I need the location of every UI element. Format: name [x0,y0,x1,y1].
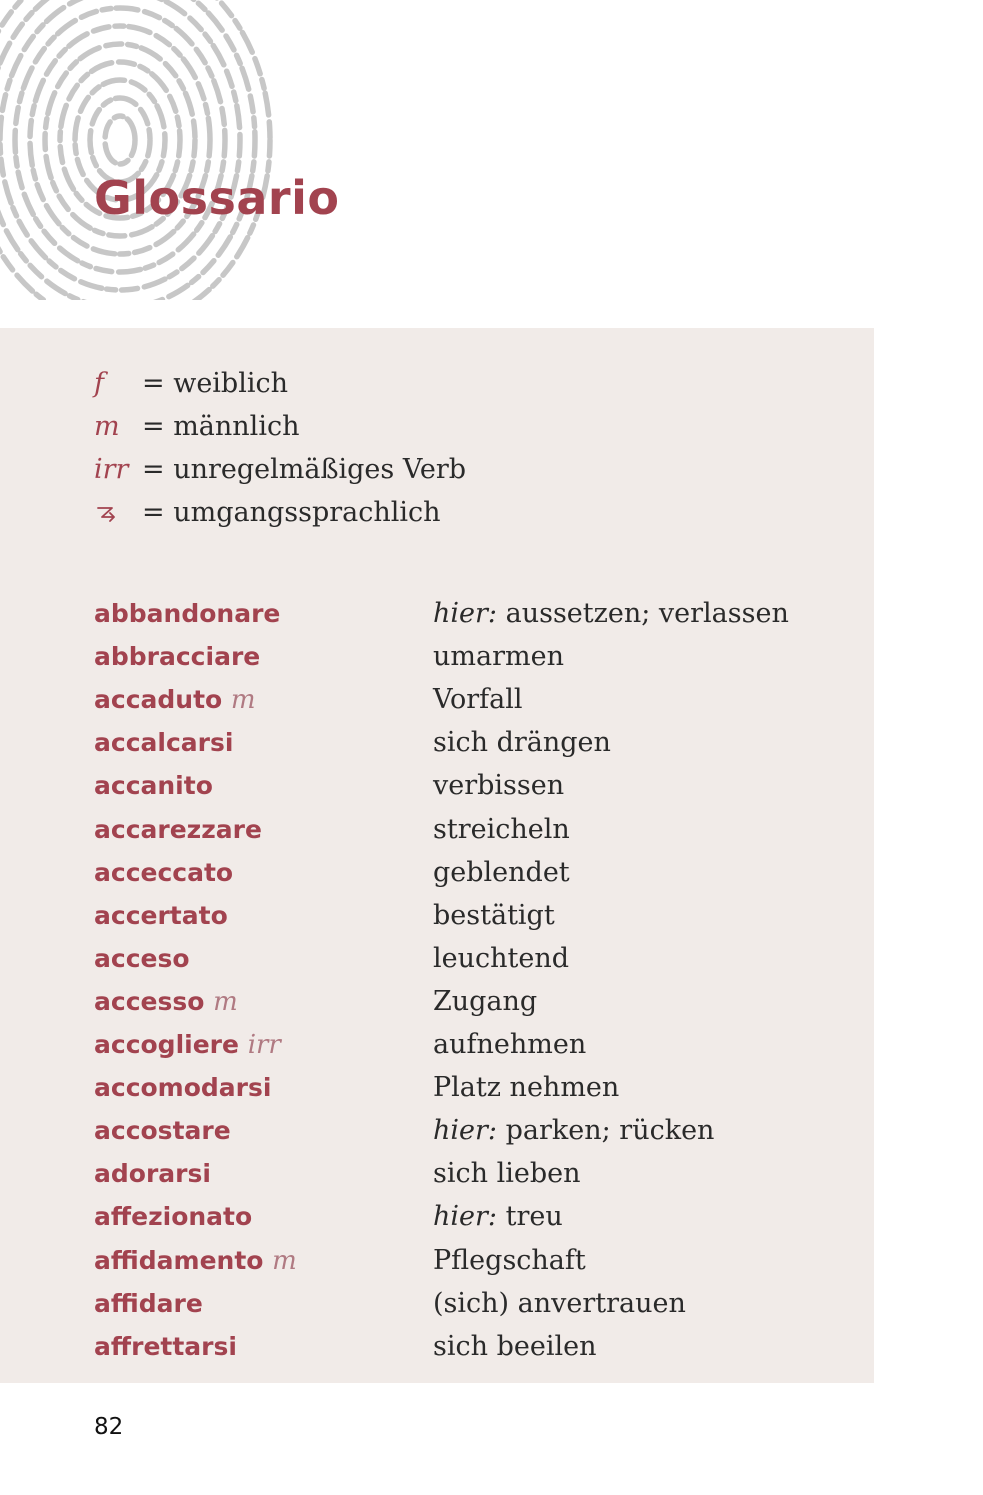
legend-meaning: = umgangssprachlich [142,497,441,528]
entry-word: accomodarsi [94,1073,272,1103]
entry-word: abbandonare [94,599,281,628]
entry-word: accesso [94,986,205,1016]
entry-word: abbracciare [94,642,261,672]
entry-definition [433,851,570,894]
entry-term [94,1109,231,1152]
entry-hint: hier: [433,1201,498,1233]
entry-definition-text: bestätigt [433,899,555,931]
legend-meaning: = weiblich [142,368,288,399]
legend-symbol: irr [94,454,129,485]
entry-definition [433,721,611,764]
glossary-entry [94,635,854,678]
entry-definition [433,1066,619,1109]
glossary-entry [94,721,854,764]
entry-term [94,635,260,678]
entry-word: accanito [94,771,213,801]
entry-definition [433,937,569,980]
glossary-entry [94,1023,854,1066]
glossary-entry [94,1066,854,1109]
page-number: 82 [94,1414,124,1440]
entry-word: adorarsi [94,1159,211,1189]
entry-term [94,1325,237,1368]
entry-definition-text: (sich) anvertrauen [433,1287,686,1319]
entry-definition [433,980,537,1023]
entry-definition-text: geblendet [433,856,570,888]
entry-definition [433,592,789,635]
entry-definition-text: Zugang [433,985,538,1017]
entry-term [94,592,280,635]
entry-term [94,1023,281,1067]
lightning-bolt-icon [94,491,142,534]
entry-definition [433,1239,586,1282]
glossary-entry [94,1325,854,1368]
entry-definition-text: umarmen [433,641,564,673]
entry-term [94,851,233,894]
entry-definition-text: verbissen [433,770,565,802]
entry-word: accalcarsi [94,728,234,758]
fingerprint-decoration [0,0,300,300]
entry-definition-text: parken; rücken [497,1115,715,1147]
entry-definition-text: sich lieben [433,1158,581,1190]
entry-term [94,937,190,980]
entry-word: affezionato [94,1202,253,1232]
glossary-entry [94,937,854,980]
entry-definition [433,1152,581,1195]
entry-definition [433,1195,563,1238]
entry-definition [433,635,564,678]
entry-term [94,1195,252,1238]
glossary-entry [94,851,854,894]
glossary-entry [94,808,854,851]
entry-term [94,894,228,937]
legend-item [94,405,299,448]
entry-definition [433,678,523,721]
legend-symbol: f [94,368,104,399]
legend-meaning: = unregelmäßiges Verb [142,454,467,485]
entry-gender: irr [247,1030,281,1060]
glossary-entry [94,592,854,635]
glossary-entry [94,764,854,807]
entry-word: affidare [94,1288,203,1318]
entry-definition [433,1282,686,1325]
entry-word: accaduto [94,685,223,715]
entry-term [94,1152,211,1195]
glossary-entry [94,1195,854,1238]
entry-gender: m [272,1245,297,1276]
entry-term [94,808,262,851]
entry-definition [433,894,555,937]
entry-term [94,721,233,764]
entry-definition-text: sich beeilen [433,1330,597,1362]
glossary-panel [0,328,874,1383]
glossary-entry [94,1282,854,1325]
entry-definition [433,1109,714,1152]
entry-term [94,1066,271,1109]
entry-gender: m [213,986,238,1017]
entry-definition-text: treu [497,1201,563,1233]
entry-definition [433,764,564,807]
entry-gender: m [230,685,256,716]
entry-definition [433,808,570,851]
entry-hint: hier: [433,1115,498,1147]
entry-word: acceso [94,943,190,973]
entry-term [94,980,238,1024]
entry-definition-text: aufnehmen [433,1029,587,1060]
entry-term [94,764,213,807]
entry-term [94,1282,203,1325]
legend-item [94,362,288,405]
legend-meaning: = männlich [142,411,300,442]
legend-item [94,491,441,534]
entry-term [94,1239,297,1283]
entry-hint: hier: [433,598,498,629]
entry-word: accogliere [94,1030,239,1059]
entry-definition-text: Vorfall [433,684,523,716]
page-title: Glossario [94,171,340,225]
glossary-entry [94,1109,854,1152]
entry-word: acceccato [94,857,234,887]
entry-word: accertato [94,900,228,930]
entry-term [94,678,256,722]
legend-item [94,448,466,491]
entry-definition-text: aussetzen; verlassen [497,598,789,629]
entry-word: accostare [94,1116,231,1146]
entry-definition-text: streicheln [433,813,570,845]
entry-definition [433,1023,586,1066]
glossary-entry [94,980,854,1023]
glossary-entry [94,1152,854,1195]
glossary-entry [94,1239,854,1282]
entry-word: affidamento [94,1245,264,1275]
legend-symbol: m [94,411,120,442]
entry-definition-text: Platz nehmen [433,1072,620,1104]
entry-definition-text: Pflegschaft [433,1244,586,1276]
entry-definition [433,1325,596,1368]
entry-definition-text: leuchtend [433,942,570,974]
glossary-entry [94,678,854,721]
entry-definition-text: sich drängen [433,727,611,759]
glossary-entry [94,894,854,937]
entry-word: accarezzare [94,814,262,844]
entry-word: affrettarsi [94,1331,237,1361]
